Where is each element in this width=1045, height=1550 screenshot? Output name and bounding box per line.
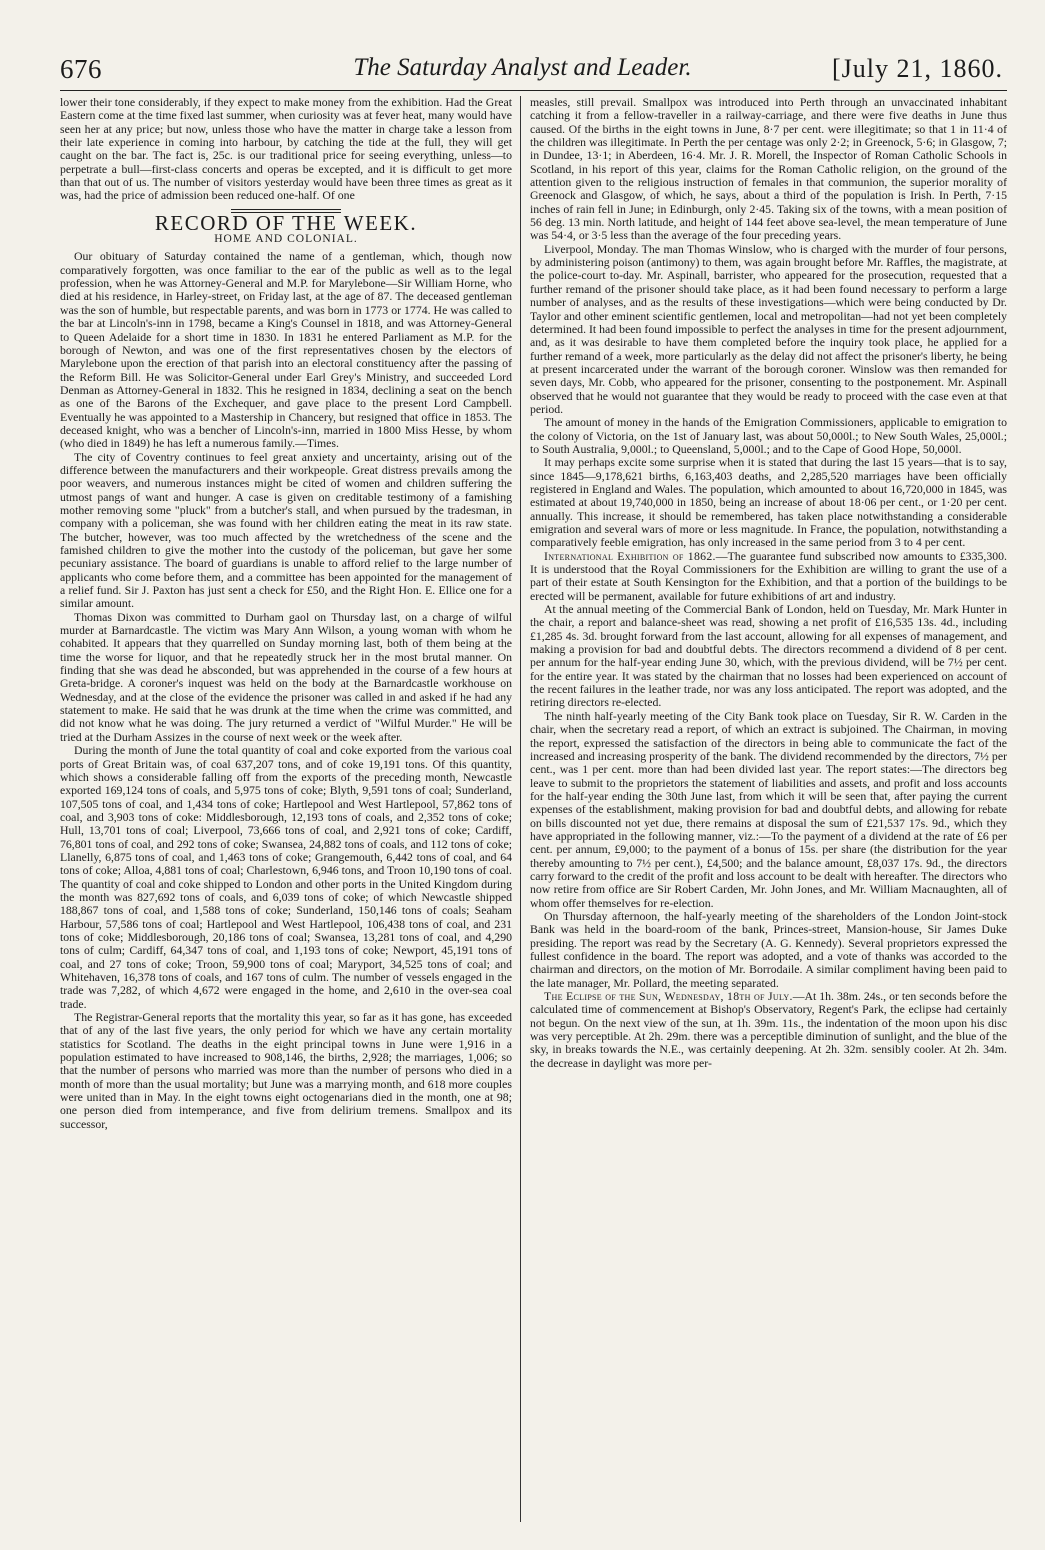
article-paragraph: During the month of June the total quantity of coal and coke exported from the various coal ports of Great Britain was, of coal 637,207 tons, and of coke 19,191 tons. Of this quantity, which shows a considerable falling off from the exports of the preceding month, Newcastle exported 169,124 tons of coals, and 5,975 tons of coke; Blyth, 9,591 tons of coal; Sunderland, 107,505 tons of coal, and 1,434 tons of coke; Hartlepool and West Hartlepool, 57,862 tons of coal, and 3,903 tons of coke: Middlesborough, 12,193 tons of coals, and 2,352 tons of coke; Hull, 13,701 tons of coal; Liverpool, 73,666 tons of coal, and 2,921 tons of coke; Cardiff, 76,801 tons of coal, and 292 tons of coke; Swansea, 24,882 tons of coals, and 112 tons of coke; Llanelly, 6,875 tons of coal, and 1,463 tons of coke; Grangemouth, 6,442 tons of coal, and 64 tons of coke; Alloa, 4,881 tons of coal; Charlestown, 6,946 tons, and Troon 10,190 tons of coal. The quantity of coal and coke shipped to London and other ports in the United Kingdom during the month was 827,692 tons of coals, and 6,039 tons of coke; of which Newcastle shipped 188,867 tons of coal, and 1,588 tons of coke; Sunderland, 150,146 tons of coals; Seaham Harbour, 57,586 tons of coal; Hartlepool and West Hartlepool, 106,438 tons of coal, and 231 tons of coke; Middlesborough, 20,186 tons of coal; Swansea, 13,281 tons of coal, and 4,290 tons of culm; Cardiff, 64,347 tons of coal, and 1,193 tons of coke; Newport, 45,191 tons of coal, and 27 tons of coke; Troon, 59,900 tons of coal; Maryport, 34,525 tons of coal; and Whitehaven, 16,378 tons of coals, and 167 tons of culm. The number of vessels engaged in the trade was 7,282, of which 4,672 were engaged in the home, and 2,610 in the over-sea coal trade. [60,743,512,1011]
column-divider [520,96,521,1522]
article-paragraph: The ninth half-yearly meeting of the City Bank took place on Tuesday, Sir R. W. Carden in the chair, when the secretary read a report, of which an extract is subjoined. The Chairman, in moving the report, expressed the satisfaction of the directors in being able to communicate the fact of the increased and increasing prosperity of the bank. The dividend recommended by the directors, 7½ per cent., was 1 per cent. more than had been divided last year. The report states:—The directors beg leave to submit to the proprietors the statement of liabilities and assets, and profit and loss accounts for the half-year ending the 30th June last, from which it will be seen that, after paying the current expenses of the establishment, making provision for bad and doubtful debts, and allowing for rebate on bills discounted not yet due, there remains at disposal the sum of £21,537 17s. 9d., which they have appropriated in the following manner, viz.:—To the payment of a dividend at the rate of £6 per cent. per annum, £9,000; to the payment of a bonus of 15s. per share (the distribution for the year thereby amounting to 7½ per cent.), £4,500; and the balance amount, £8,037 17s. 9d., the directors carry forward to the credit of the profit and loss account to be dealt with hereafter. The directors who now retire from office are Sir Robert Carden, Mr. John Jones, and Mr. William Macnaughten, all of whom offer themselves for re-election. [530,708,1007,910]
left-column [60,96,512,1522]
intro-paragraph: lower their tone considerably, if they expect to make money from the exhibition. Had the Great Eastern come at the time fixed last summer, when curiosity was at fever heat, many would have seen her at any price; but now, unless those who have the matter in charge take a lesson from their late experience in coming into harbour, by catching the tide at the full, they will get caught on the bar. The fact is, 25c. is our traditional price for seeing everything, unless—to perpetrate a bull—first-class concerts and operas be excepted, and it is difficult to get more than that out of us. The number of visitors yesterday would have been three times as great as it was, had the price of admission been reduced one-half. Of one [60,96,512,203]
page-header [0,0,1045,92]
article-paragraph: Thomas Dixon was committed to Durham gaol on Thursday last, on a charge of wilful murder at Barnardcastle. The victim was Mary Ann Wilson, a young woman with whom he cohabited. It appears that they quarrelled on Sunday morning last, both of them being at the time the worse for liquor, and that he repeatedly struck her in the most brutal manner. On finding that she was dead he absconded, but was apprehended in the course of a few hours at Greta-bridge. A coroner's inquest was held on the body at the Barnardcastle workhouse on Wednesday, and at the close of the evidence the prisoner was called in and asked if he had any statement to make. He said that he was drunk at the time when the crime was committed, and did not know what he was doing. The jury returned a verdict of "Wilful Murder." He will be tried at the Durham Assizes in the course of next week or the week after. [60,609,512,744]
section-title: RECORD OF THE WEEK. [154,210,418,235]
article-paragraph: At the annual meeting of the Commercial Bank of London, held on Tuesday, Mr. Mark Hunter in the chair, a report and balance-sheet was read, showing a net profit of £16,535 13s. 4d., including £1,285 4s. 3d. brought forward from the last account, allowing for all expenses of management, and making a provision for bad and doubtful debts. The directors recommend a dividend of 8 per cent. per annum for the half-year ending June 30, which, with the previous dividend, will be 7½ per cent. for the entire year. It was stated by the chairman that no losses had been experienced on account of the recent failures in the leather trade, nor was any loss anticipated. The report was adopted, and the retiring directors re-elected. [530,602,1007,710]
article-lead: The Eclipse of the Sun, Wednesday, 18th of July. [544,989,793,1004]
section-rule [231,209,341,210]
article-paragraph: Our obituary of Saturday contained the name of a gentleman, which, though now comparatively forgotten, was once familiar to the ear of the public as well as to the legal profession, when he was Attorney-General and M.P. for Marylebone—Sir William Horne, who died at his residence, in Harley-street, on Friday last, at the age of 87. The deceased gentleman was the son of humble, but respectable parents, and was born in 1773 or 1774. He was called to the bar at Lincoln's-inn in 1798, became a King's Counsel in 1818, and was Attorney-General to Queen Adelaide for a short time in 1830. In 1831 he entered Parliament as M.P. for the borough of Newton, and was one of the first representatives chosen by the electors of Marylebone upon the erection of that parish into an electoral constituency after the passing of the Reform Bill. He was Solicitor-General under Earl Grey's Ministry, and succeeded Lord Denman as Attorney-General in 1832. This he resigned in 1834, declining a seat on the bench as one of the Barons of the Exchequer, and gave place to the present Lord Campbell. Eventually he was appointed to a Mastership in Chancery, but resigned that office in 1853. The deceased knight, who was a bencher of Lincoln's-inn, married in 1800 Miss Hesse, by whom (who died in 1849) he has left a numerous family.—Times. [60,249,512,451]
article-paragraph: measles, still prevail. Smallpox was introduced into Perth through an unvaccinated inhabitant catching it from a fellow-traveller in a railway-carriage, and there were five deaths in June thus caused. Of the births in the eight towns in June, 8·7 per cent. were illegitimate; so that 1 in 11·4 of the children was illegitimate. In Perth the per centage was only 2·2; in Greenock, 5·6; in Glasgow, 7; in Dundee, 13·1; in Aberdeen, 16·4. Mr. J. R. Morell, the Inspector of Roman Catholic Schools in Scotland, in his report of this year, claims for the Roman Catholic religion, on the ground of the attention given to the religious instruction of females in that communion, the superior morality of Greenock and Glasgow, of which, he says, about a third of the population is Irish. In Perth, 7·15 inches of rain fell in June; in Edinburgh, only 2·45. Taking six of the towns, with a mean position of 56 deg. 13 min. North latitude, and height of 144 feet above sea-level, the mean temperature of June was 54·4, or 3·5 less than the average of the four preceding years. [530,96,1007,243]
article-body: —The guarantee fund subscribed now amounts to £335,300. It is understood that the Royal Commissioners for the Exhibition are willing to grant the use of a part of their estate at South Kensington for the Exhibition, and that a portion of the buildings to be erected will be permanent, available for future exhibitions of art and industry. [530,548,1007,603]
page-number: 676 [60,54,102,84]
right-column [530,96,1007,1522]
issue-date: [July 21, 1860. [832,54,1003,83]
article-paragraph [530,990,1007,1070]
article-paragraph: It may perhaps excite some surprise when it is stated that during the last 15 years—that is to say, since 1845—9,178,621 births, 6,163,403 deaths, and 2,285,520 marriages have been officially registered in England and Wales. The population, which amounted to about 16,720,000 in 1845, was estimated at about 19,740,000 in 1850, being an increase of about 18·06 per cent., or 1·20 per cent. annually. This increase, it should be remembered, has taken place notwithstanding a considerable emigration and several wars of more or less magnitude. In France, the population, notwithstanding a comparatively feeble emigration, has only increased in the same period from 3 to 4 per cent. [530,455,1007,550]
article-body: —At 1h. 38m. 24s., or ten seconds before the calculated time of commencement at Bishop's Observatory, Regent's Park, the eclipse had certainly not begun. On the next view of the sun, at 1h. 39m. 11s., the indentation of the moon upon his disc was very perceptible. At 2h. 29m. there was a perceptible diminution of sunlight, and the blue of the sky, in breaks towards the N.E., was certainly deepening. At 2h. 32m. sensibly cooler. At 2h. 34m. the decrease in daylight was more per- [530,989,1007,1070]
article-paragraph: The city of Coventry continues to feel great anxiety and uncertainty, arising out of the difference between the manufacturers and their workpeople. Great distress prevails among the poor weavers, and numerous instances might be cited of women and children suffering the utmost pangs of want and hunger. A case is given on creditable testimony of a famishing mother removing some "pluck" from a butcher's stall, and when pursued by the tradesman, in company with a policeman, she was found with her children eating the meat in its raw state. The butcher, however, was too much affected by the wretchedness of the scene and the famished children to give the mother into the custody of the policeman, but gave her some pecuniary assistance. The board of guardians is unable to afford relief to the large number of applicants who come before them, and a committee has been appointed for the management of a relief fund. Sir J. Paxton has just sent a check for £50, and the Right Hon. E. Ellice one for a similar amount. [60,449,512,611]
header-rule [60,90,1007,91]
running-title: The Saturday Analyst and Leader. [353,54,692,81]
article-paragraph: The amount of money in the hands of the Emigration Commissioners, applicable to emigration to the colony of Victoria, on the 1st of January last, was about 50,000l.; to New South Wales, 25,000l.; to South Australia, 9,000l.; to Queensland, 5,000l.; and to the Cape of Good Hope, 50,000l. [530,415,1007,456]
article-paragraph: The Registrar-General reports that the mortality this year, so far as it has gone, has exceeded that of any of the last five years, the only period for which we have any certain mortality statistics for Scotland. The deaths in the eight principal towns in June were 1,916 in a population estimated to have increased to 908,146, the births, 2,928; the marriages, 1,006; so that the number of persons who married was more than the number of persons who died in a month of more than the usual mortality; but June was a marrying month, and 618 more couples were united than in May. In the eight towns eight octogenarians died in the month, one at 98; one person died from intemperance, and five from delirium tremens. Smallpox and its successor, [60,1010,512,1131]
article-lead: International Exhibition of 1862. [544,548,716,563]
section-subtitle: HOME AND COLONIAL. [214,233,358,246]
article-paragraph: Liverpool, Monday. The man Thomas Winslow, who is charged with the murder of four persons, by administering poison (antimony) to them, was again brought before Mr. Raffles, the magistrate, at the police-court to-day. Mr. Aspinall, barrister, who appeared for the prosecution, requested that a further remand of the prisoner should take place, as it had been found necessary to perform a large number of analyses, and as the results of these investigations—which were being conducted by Dr. Taylor and other eminent scientific gentlemen, local and metropolitan—had not yet been completely determined. It had been found impossible to perfect the analyses in time for the present adjournment, and, as it was desirable to have them completed before the inquiry took place, he applied for a further remand of a week, more particularly as the delay did not affect the prisoner's liberty, he being at present incarcerated under the warrant of the borough coroner. Winslow was then remanded for seven days, Mr. Cobb, who appeared for the prisoner, consenting to the postponement. Mr. Aspinall observed that he would not guarantee that they would be ready to proceed with the case even at that period. [530,241,1007,416]
article-paragraph [530,550,1007,603]
article-paragraph: On Thursday afternoon, the half-yearly meeting of the shareholders of the London Joint-stock Bank was held in the board-room of the bank, Princes-street, Mansion-house, Sir James Duke presiding. The report was read by the Secretary (A. G. Kennedy). Several proprietors expressed the fullest confidence in the board. The report was adopted, and a vote of thanks was accorded to the chairman and directors, on the motion of Mr. Borrodaile. A similar compliment having been paid to the late manager, Mr. Pollard, the meeting separated. [530,908,1007,990]
